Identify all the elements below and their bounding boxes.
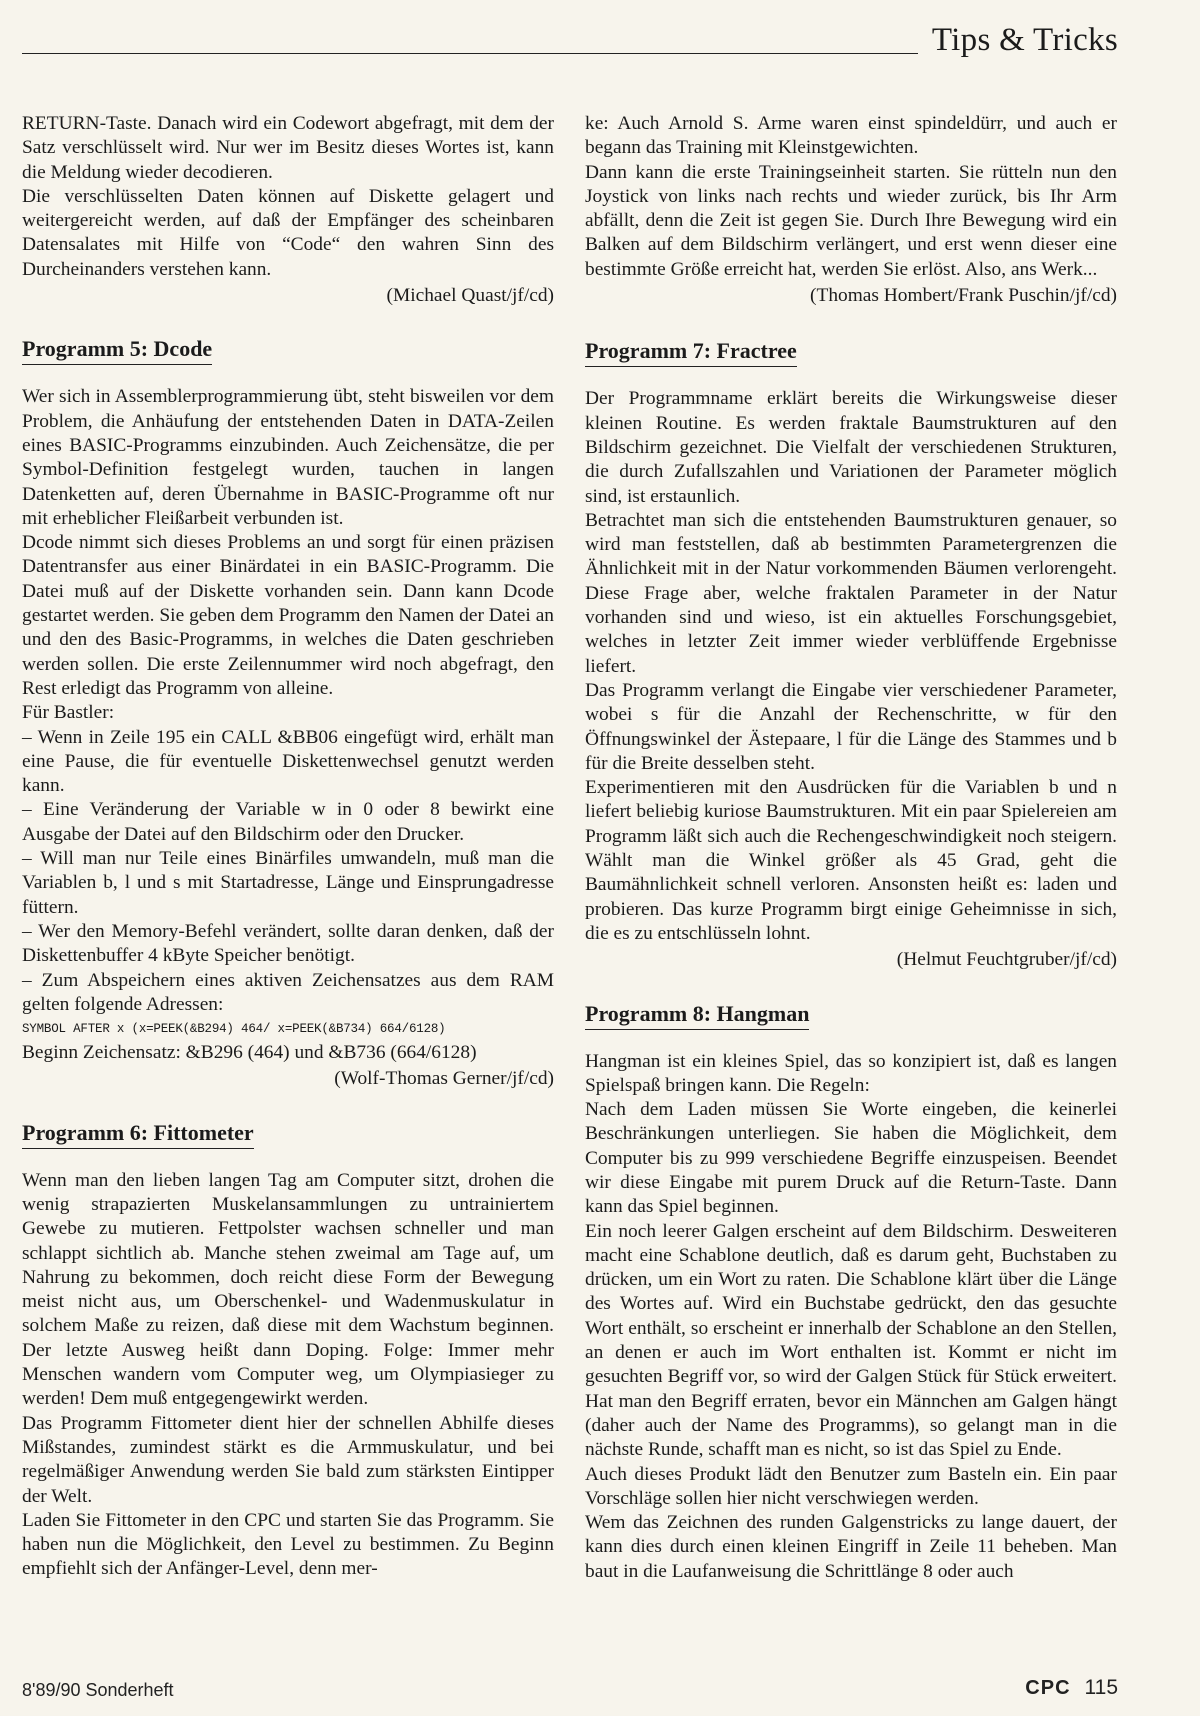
paragraph: Experimentieren mit den Ausdrücken für die Variablen b und n liefert beliebig kuriose Baumstrukturen. Mit ein paar Spielereien am Programm läßt sich auch die Rechengeschwindigkeit noch steigern. Wählt man die Winkel größer als 45 Grad, geht die Baumähnlichkeit schnell verloren. Ansonsten heißt es: laden und probieren. Das kurze Programm birgt einige Geheimnisse in sich, die es zu entschlüsseln lohnt. (585, 777, 1117, 944)
paragraph: Dann kann die erste Trainingseinheit starten. Sie rütteln nun den Joystick von links nach rechts und wieder zurück, bis Ihr Arm abfällt, denn die Zeit ist gegen Sie. Durch Ihre Bewegung wird ein Balken auf dem Bildschirm verlängert, und erst wenn dieser eine bestimmte Größe erreicht hat, werden Sie erlöst. Also, ans Werk... (585, 161, 1117, 280)
paragraph: Beginn Zeichensatz: &B296 (464) und &B736 (664/6128) (22, 1042, 477, 1064)
section-title: Tips & Tricks (931, 22, 1118, 58)
heading-programm-7: Programm 7: Fractree (585, 338, 797, 367)
heading-wrap (585, 1001, 1117, 1030)
heading-programm-6: Programm 6: Fittometer (22, 1120, 254, 1149)
issue-label: 8'89/90 Sonderheft (22, 1680, 174, 1700)
footer-folio (1025, 1676, 1118, 1700)
paragraph: Nach dem Laden müssen Sie Worte eingeben, die keinerlei Beschränkungen unterliegen. Sie haben die Möglichkeit, dem Computer bis zu 999 verschiedene Begriffe einzuspeisen. Beendet wir diese Eingabe mit purem Druck auf die Return-Taste. Dann kann das Spiel beginnen. (585, 1099, 1117, 1218)
list-item: – Wenn in Zeile 195 ein CALL &BB06 eingefügt wird, erhält man eine Pause, die für eventuelle Diskettenwechsel genutzt werden kann. (22, 726, 554, 797)
author-credit: (Helmut Feuchtgruber/jf/cd) (896, 949, 1117, 971)
paragraph: Hangman ist ein kleines Spiel, das so konzipiert ist, daß es langen Spielspaß bringen kann. Die Regeln: (585, 1050, 1117, 1096)
header-rule (22, 53, 918, 54)
paragraph: Dcode nimmt sich dieses Problems an und sorgt für einen präzisen Datentransfer aus einer Binärdatei in ein BASIC-Programm. Die Datei muß auf der Diskette vorhanden sein. Dann kann Dcode gestartet werden. Sie geben dem Programm den Namen der Datei an und den des Basic-Programms, in welches die Daten geschrieben werden sollen. Die erste Zeilennummer wird noch abgefragt, den Rest erledigt das Programm von alleine. (22, 532, 554, 699)
paragraph: RETURN-Taste. Danach wird ein Codewort abgefragt, mit dem der Satz verschlüsselt wird. Nur wer im Besitz dieses Wortes ist, kann die Meldung wieder decodieren. (22, 113, 554, 183)
heading-wrap (22, 1120, 554, 1149)
paragraph: Wer sich in Assemblerprogrammierung übt, steht bisweilen vor dem Problem, die Anhäufung der entstehenden Daten in DATA-Zeilen eines BASIC-Programms einzubinden. Auch Zeichensätze, die per Symbol-Definition festgelegt wurden, tauchen in langen Datenketten auf, deren Übernahme in BASIC-Programme oft nur mit erheblicher Fleißarbeit verbunden ist. (22, 386, 554, 529)
author-credit: (Thomas Hombert/Frank Puschin/jf/cd) (810, 285, 1117, 307)
paragraph: Der Programmname erklärt bereits die Wirkungsweise dieser kleinen Routine. Es werden fraktale Baumstrukturen auf den Bildschirm gezeichnet. Die Vielfalt der verschiedenen Strukturen, die durch Zufallszahlen und Variationen der Parameter möglich sind, ist erstaunlich. (585, 388, 1117, 507)
author-credit: (Wolf-Thomas Gerner/jf/cd) (334, 1068, 554, 1090)
magazine-logo: CPC (1025, 1677, 1071, 1699)
right-column (585, 112, 1117, 1584)
paragraph: Laden Sie Fittometer in den CPC und starten Sie das Programm. Sie haben nun die Möglichkeit, den Level zu bestimmen. Zu Beginn empfiehlt sich der Anfänger-Level, denn mer- (22, 1509, 554, 1580)
page-number: 115 (1084, 1676, 1118, 1699)
author-credit: (Michael Quast/jf/cd) (386, 285, 554, 307)
left-column (22, 112, 554, 1582)
paragraph: Wenn man den lieben langen Tag am Computer sitzt, drohen die wenig strapazierten Muskelansammlungen zu untrainiertem Gewebe zu mutieren. Fettpolster wachsen schneller und man schlappt sichtlich ab. Manche stehen zweimal am Tage auf, um Nahrung zu bekommen, doch reicht diese Form der Bewegung meist nicht aus, um Oberschenkel- und Wadenmuskulatur in solchem Maße zu reizen, daß diese mit dem Wachstum beginnen. Der letzte Ausweg heißt dann Doping. Folge: Immer mehr Menschen wandern vom Computer weg, um Olympiasieger zu werden! Dem muß entgegengewirkt werden. (22, 1169, 554, 1410)
paragraph: Die verschlüsselten Daten können auf Diskette gelagert und weitergereicht werden, auf daß der Empfänger des scheinbaren Datensalates mit Hilfe von “Code“ den wahren Sinn des Durcheinanders verstehen kann. (22, 185, 554, 280)
paragraph: ke: Auch Arnold S. Arme waren einst spindeldürr, und auch er begann das Training mit Kleinstgewichten. (585, 113, 1117, 159)
paragraph: Das Programm Fittometer dient hier der schnellen Abhilfe dieses Mißstandes, zumindest stärkt es die Armmuskulatur, und bei regelmäßiger Anwendung werden Sie bald zum stärksten Eintipper der Welt. (22, 1412, 554, 1507)
heading-programm-5: Programm 5: Dcode (22, 336, 212, 365)
list-item: – Zum Abspeichern eines aktiven Zeichensatzes aus dem RAM gelten folgende Adressen: (22, 969, 554, 1015)
list-item: – Will man nur Teile eines Binärfiles umwandeln, muß man die Variablen b, l und s mit Startadresse, Länge und Einsprungadresse füttern. (22, 848, 554, 918)
paragraph: Das Programm verlangt die Eingabe vier verschiedener Parameter, wobei s für die Anzahl der Rechenschritte, w für den Öffnungswinkel der Ästepaare, l für die Länge des Stammes und b für die Breite desselben steht. (585, 679, 1117, 774)
heading-wrap (22, 336, 554, 365)
code-line: SYMBOL AFTER x (x=PEEK(&B294) 464/ x=PEEK(&B734) 664/6128) (22, 1022, 446, 1037)
paragraph: Ein noch leerer Galgen erscheint auf dem Bildschirm. Desweiteren macht eine Schablone deutlich, daß es darum geht, Buchstaben zu drücken, um ein Wort zu raten. Die Schablone klärt über die Länge des Wortes auf. Wird ein Buchstabe gedrückt, den das gesuchte Wort enthält, so erscheint er innerhalb der Schablone an den Stellen, an denen er auch im Wort enthalten ist. Kommt er nicht im gesuchten Begriff vor, so wird der Galgen Stück für Stück erweitert. Hat man den Begriff erraten, bevor ein Männchen am Galgen hängt (daher auch der Name des Programms), so gelangt man in die nächste Runde, schafft man es nicht, so ist das Spiel zu Ende. (585, 1220, 1117, 1461)
list-item: – Eine Veränderung der Variable w in 0 oder 8 bewirkt eine Ausgabe der Datei auf den Bildschirm oder den Drucker. (22, 799, 554, 845)
heading-wrap (585, 338, 1117, 367)
paragraph: Auch dieses Produkt lädt den Benutzer zum Basteln ein. Ein paar Vorschläge sollen hier nicht verschwiegen werden. (585, 1463, 1117, 1509)
list-item: – Wer den Memory-Befehl verändert, sollte daran denken, daß der Diskettenbuffer 4 kByte Speicher benötigt. (22, 920, 554, 967)
heading-programm-8: Programm 8: Hangman (585, 1001, 809, 1030)
paragraph: Betrachtet man sich die entstehenden Baumstrukturen genauer, so wird man feststellen, daß ab bestimmten Parametergrenzen die Ähnlichkeit mit in der Natur vorkommenden Bäumen verlorengeht. Diese Frage aber, welche fraktalen Parameter in der Natur vorhanden sind und wieso, ist ein aktuelles Forschungsgebiet, welches in letzter Zeit immer wieder verblüffende Ergebnisse liefert. (585, 509, 1117, 677)
paragraph: Wem das Zeichnen des runden Galgenstricks zu lange dauert, der kann dies durch einen kleinen Eingriff in Zeile 11 beheben. Man baut in die Laufanweisung die Schrittlänge 8 oder auch (585, 1512, 1117, 1582)
paragraph: Für Bastler: (22, 702, 115, 724)
